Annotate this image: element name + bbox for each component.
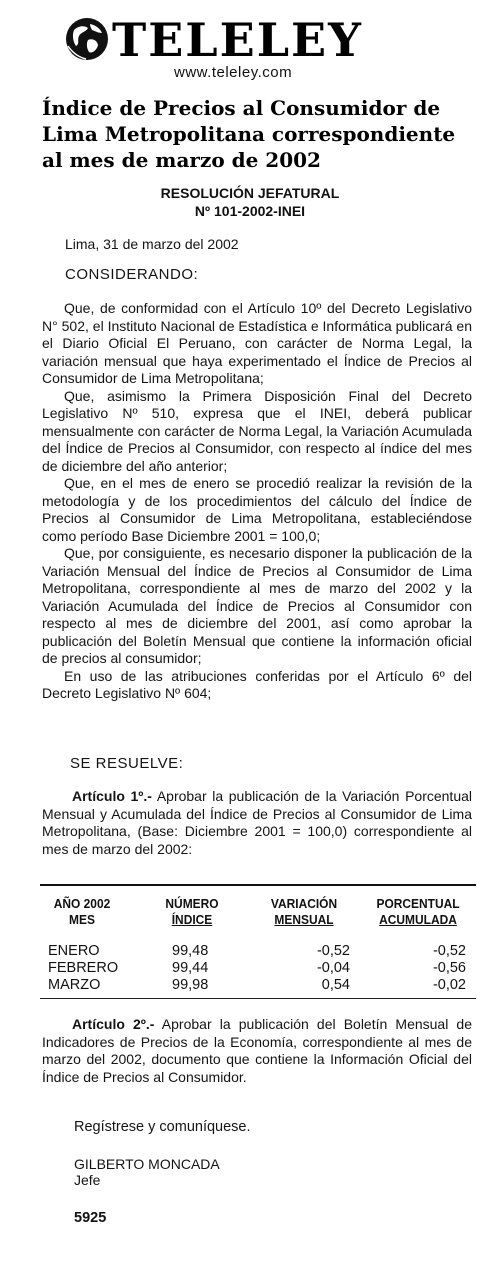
paragraph: Que, en el mes de enero se procedió realizar la revisión de la metodología y de los procedimientos del cálculo del Índice de Precios al Consumidor de Lima Metropolitana, estableciéndose como período Base Diciembre 2001 = 100,0; [42, 475, 472, 544]
header-indice-line-2: ÍNDICE [171, 912, 213, 927]
header-mes-line-2: MES [69, 912, 95, 927]
paragraph: Que, de conformidad con el Artículo 10º del Decreto Legislativo N° 502, el Instituto Nacional de Estadística e Informática publicará en el Diario Oficial El Peruano, con carácter de Norma Legal, la variación mensual que haya experimentado el Índice de Precios al Consumidor de Lima Metropolitana; [42, 300, 472, 386]
article-2-label: Artículo 2º.- [72, 1016, 155, 1032]
cell-acumulada: -0,56 [432, 960, 466, 976]
article-2 [42, 1016, 472, 1086]
cell-acumulada: -0,02 [432, 977, 466, 993]
header-acumulada-line-1: PORCENTUAL [376, 896, 460, 911]
cell-indice: 99,98 [172, 977, 209, 993]
website-link[interactable]: www.teleley.com [174, 64, 293, 81]
article-1 [42, 788, 472, 858]
article-2-text: Aprobar la publicación del Boletín Mensual de Indicadores de Precios de la Economía, correspondiente al mes de marzo del 2002, documento que contiene la Información Oficial del Índice de Precios al Consumidor. [42, 1016, 473, 1085]
article-1-text: Aprobar la publicación de la Variación Porcentual Mensual y Acumulada del Índice de Precios al Consumidor de Lima Metropolitana, (Base: Diciembre 2001 = 100,0) correspondiente al mes de marzo del 2002: [42, 788, 472, 857]
header-mensual-line-1: VARIACIÓN [270, 896, 338, 911]
se-resuelve-heading: SE RESUELVE: [70, 755, 184, 772]
resolution-title: RESOLUCIÓN JEFATURAL [160, 185, 340, 201]
article-1-paragraph [42, 788, 472, 858]
resolution-number: Nº 101-2002-INEI [194, 203, 306, 219]
header-mes [43, 896, 120, 928]
paragraph: Que, por consiguiente, es necesario disponer la publicación de la Variación Mensual del Índice de Precios al Consumidor de Lima Metropolitana, correspondiente al mes de marzo del 2002 y la Variación Acumulada del Índice de Precios al Consumidor con respecto al mes de diciembre del 2001, así como aprobar la publicación del Boletín Mensual que contiene la información oficial de precios al consumidor; [42, 545, 472, 666]
paragraph: En uso de las atribuciones conferidas por el Artículo 6º del Decreto Legislativo Nº 604; [42, 667, 472, 701]
header-mensual [260, 896, 348, 928]
cell-mes: ENERO [48, 943, 100, 959]
signer-name: GILBERTO MONCADA [74, 1156, 220, 1172]
table-top-rule [40, 884, 476, 886]
document-code: 5925 [74, 1210, 107, 1226]
header-mensual-line-2: MENSUAL [274, 912, 334, 927]
brand-name: TELELEY [112, 13, 363, 67]
page-title: Índice de Precios al Consumidor de Lima Metropolitana correspondiente al mes de marzo de 2002 [42, 96, 456, 172]
cell-mensual: -0,52 [316, 943, 350, 959]
cell-mes: FEBRERO [48, 960, 119, 976]
header-mes-line-1: AÑO 2002 [53, 896, 111, 911]
cell-mensual: 0,54 [321, 977, 350, 993]
resolution-heading [0, 184, 500, 220]
article-1-label: Artículo 1º.- [72, 788, 152, 804]
signer-block [74, 1156, 220, 1188]
cell-acumulada: -0,52 [432, 943, 466, 959]
table-bottom-rule [40, 998, 476, 999]
cell-mensual: -0,04 [316, 960, 350, 976]
header-acumulada [366, 896, 469, 928]
header-acumulada-line-2: ACUMULADA [379, 912, 457, 927]
cell-mes: MARZO [48, 977, 101, 993]
date-line: Lima, 31 de marzo del 2002 [65, 236, 239, 252]
closing-line: Regístrese y comuníquese. [74, 1119, 251, 1135]
signer-title: Jefe [74, 1172, 101, 1188]
cell-indice: 99,44 [172, 960, 209, 976]
paragraph: Que, asimismo la Primera Disposición Final del Decreto Legislativo Nº 510, expresa que el INEI, deberá publicar mensualmente con carácter de Norma Legal, la Variación Acumulada del Índice de Precios al Consumidor, con respecto al índice del mes de diciembre del año anterior; [42, 387, 472, 474]
article-2-paragraph [42, 1016, 472, 1086]
considerando-paragraphs [42, 300, 472, 703]
considerando-heading: CONSIDERANDO: [65, 266, 199, 283]
masthead [0, 12, 500, 90]
globe-icon [64, 16, 110, 62]
header-indice-line-1: NÚMERO [165, 896, 219, 911]
header-indice [152, 896, 233, 928]
cell-indice: 99,48 [172, 943, 209, 959]
